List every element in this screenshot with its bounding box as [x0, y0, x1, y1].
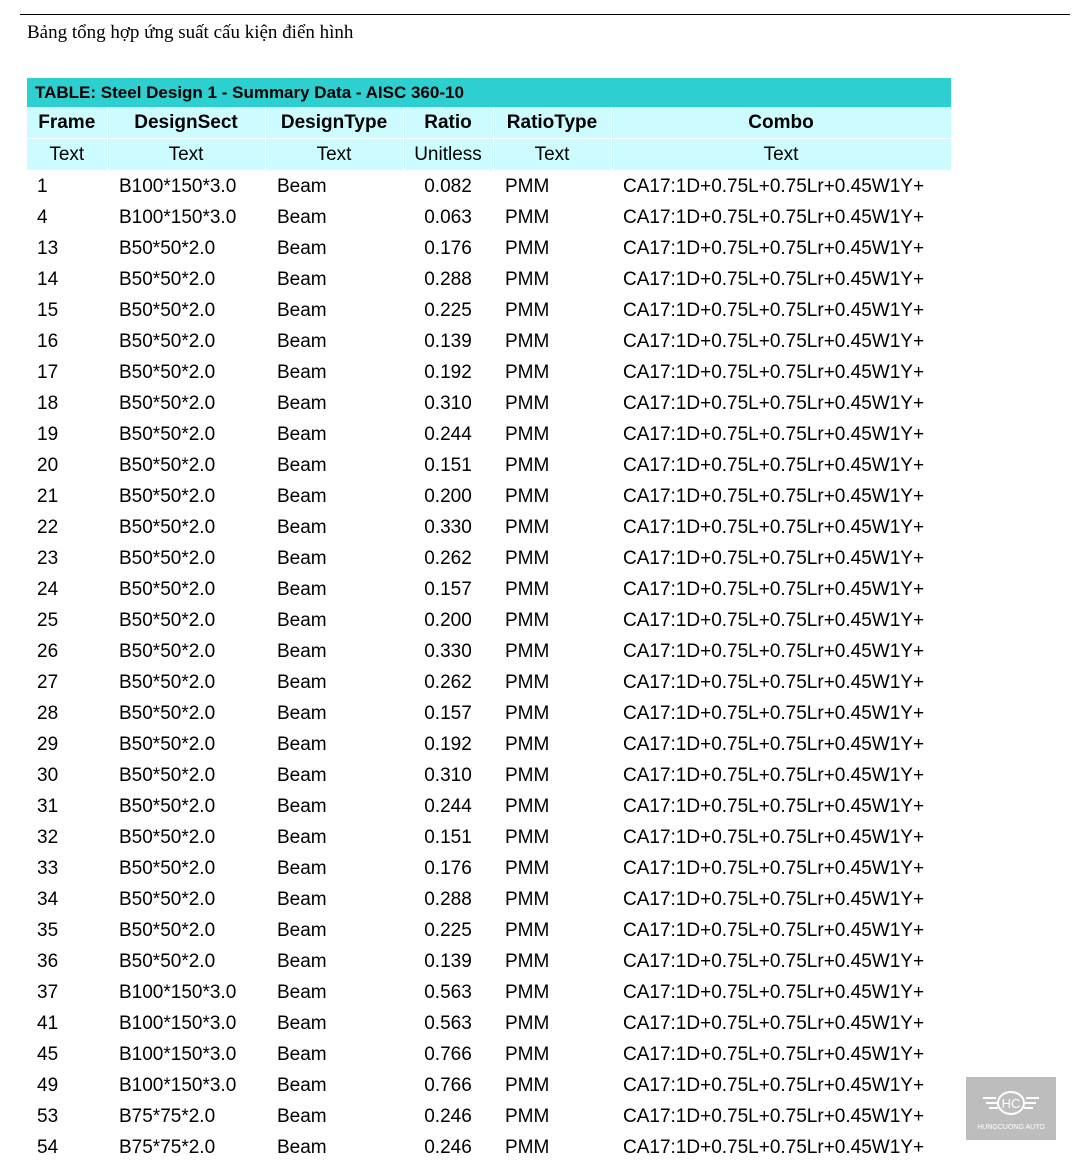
cell-frame: 36 [37, 950, 59, 972]
cell-ratio: 0.200 [424, 485, 472, 507]
cell-ratiotype: PMM [505, 423, 550, 445]
cell-combo: CA17:1D+0.75L+0.75Lr+0.45W1Y+ [623, 361, 925, 383]
cell-frame: 34 [37, 888, 59, 910]
cell-frame: 17 [37, 361, 59, 383]
unit-combo: Text [611, 139, 951, 171]
table-row [27, 264, 951, 295]
cell-designsect: B50*50*2.0 [119, 392, 216, 414]
cell-ratio: 0.157 [424, 578, 472, 600]
cell-designtype: Beam [277, 175, 327, 197]
document-caption: Bảng tổng hợp ứng suất cấu kiện điển hình [27, 22, 354, 43]
cell-combo: CA17:1D+0.75L+0.75Lr+0.45W1Y+ [623, 702, 925, 724]
cell-ratio: 0.225 [424, 299, 472, 321]
cell-combo: CA17:1D+0.75L+0.75Lr+0.45W1Y+ [623, 578, 925, 600]
unit-frame: Text [27, 139, 107, 171]
cell-combo: CA17:1D+0.75L+0.75Lr+0.45W1Y+ [623, 1012, 925, 1034]
cell-designtype: Beam [277, 516, 327, 538]
cell-designtype: Beam [277, 268, 327, 290]
cell-ratiotype: PMM [505, 733, 550, 755]
cell-combo: CA17:1D+0.75L+0.75Lr+0.45W1Y+ [623, 175, 925, 197]
cell-frame: 16 [37, 330, 59, 352]
table-row [27, 171, 951, 203]
cell-ratio: 0.151 [424, 454, 472, 476]
cell-designsect: B50*50*2.0 [119, 423, 216, 445]
cell-designsect: B50*50*2.0 [119, 454, 216, 476]
cell-ratio: 0.563 [424, 1012, 472, 1034]
cell-frame: 45 [37, 1043, 59, 1065]
cell-combo: CA17:1D+0.75L+0.75Lr+0.45W1Y+ [623, 330, 925, 352]
cell-combo: CA17:1D+0.75L+0.75Lr+0.45W1Y+ [623, 1074, 925, 1096]
table-row [27, 667, 951, 698]
header-row [27, 107, 951, 139]
cell-frame: 54 [37, 1136, 59, 1158]
cell-designsect: B100*150*3.0 [119, 175, 237, 197]
cell-ratio: 0.192 [424, 361, 472, 383]
cell-ratiotype: PMM [505, 299, 550, 321]
cell-frame: 31 [37, 795, 59, 817]
cell-designsect: B50*50*2.0 [119, 609, 216, 631]
cell-designsect: B75*75*2.0 [119, 1136, 216, 1158]
cell-frame: 32 [37, 826, 59, 848]
table-row [27, 1008, 951, 1039]
cell-designtype: Beam [277, 392, 327, 414]
table-row [27, 388, 951, 419]
table-row [27, 822, 951, 853]
cell-frame: 20 [37, 454, 59, 476]
cell-ratio: 0.288 [424, 268, 472, 290]
cell-designtype: Beam [277, 795, 327, 817]
cell-frame: 53 [37, 1105, 59, 1127]
cell-ratio: 0.244 [424, 795, 472, 817]
cell-ratiotype: PMM [505, 702, 550, 724]
table-row [27, 636, 951, 667]
cell-designtype: Beam [277, 547, 327, 569]
cell-designtype: Beam [277, 454, 327, 476]
cell-frame: 23 [37, 547, 59, 569]
cell-ratiotype: PMM [505, 237, 550, 259]
logo-initials: HC [1001, 1096, 1021, 1111]
cell-ratio: 0.139 [424, 950, 472, 972]
cell-combo: CA17:1D+0.75L+0.75Lr+0.45W1Y+ [623, 950, 925, 972]
cell-designsect: B50*50*2.0 [119, 950, 216, 972]
cell-designsect: B50*50*2.0 [119, 764, 216, 786]
cell-ratiotype: PMM [505, 857, 550, 879]
cell-ratio: 0.766 [424, 1043, 472, 1065]
cell-ratiotype: PMM [505, 1074, 550, 1096]
table-row [27, 357, 951, 388]
unit-designtype: Text [265, 139, 403, 171]
cell-designsect: B50*50*2.0 [119, 795, 216, 817]
cell-designtype: Beam [277, 1012, 327, 1034]
cell-ratiotype: PMM [505, 206, 550, 228]
cell-ratiotype: PMM [505, 1105, 550, 1127]
cell-combo: CA17:1D+0.75L+0.75Lr+0.45W1Y+ [623, 733, 925, 755]
cell-designsect: B100*150*3.0 [119, 206, 237, 228]
cell-designsect: B50*50*2.0 [119, 857, 216, 879]
table-row [27, 450, 951, 481]
cell-frame: 27 [37, 671, 59, 693]
table-row [27, 326, 951, 357]
cell-ratiotype: PMM [505, 578, 550, 600]
table-row [27, 543, 951, 574]
cell-designtype: Beam [277, 485, 327, 507]
cell-ratiotype: PMM [505, 454, 550, 476]
cell-designsect: B75*75*2.0 [119, 1105, 216, 1127]
cell-designsect: B50*50*2.0 [119, 330, 216, 352]
cell-ratio: 0.246 [424, 1136, 472, 1158]
units-row [27, 139, 951, 171]
unit-ratio: Unitless [403, 139, 493, 171]
cell-frame: 14 [37, 268, 59, 290]
cell-frame: 18 [37, 392, 59, 414]
cell-designtype: Beam [277, 826, 327, 848]
top-rule [20, 14, 1070, 15]
cell-combo: CA17:1D+0.75L+0.75Lr+0.45W1Y+ [623, 547, 925, 569]
cell-frame: 4 [37, 206, 48, 228]
cell-designsect: B50*50*2.0 [119, 733, 216, 755]
unit-ratiotype: Text [493, 139, 611, 171]
table-row [27, 760, 951, 791]
cell-ratiotype: PMM [505, 640, 550, 662]
cell-designtype: Beam [277, 237, 327, 259]
cell-designtype: Beam [277, 764, 327, 786]
cell-ratio: 0.244 [424, 423, 472, 445]
cell-designsect: B50*50*2.0 [119, 268, 216, 290]
cell-designtype: Beam [277, 299, 327, 321]
cell-designsect: B100*150*3.0 [119, 1012, 237, 1034]
cell-ratio: 0.246 [424, 1105, 472, 1127]
cell-designsect: B100*150*3.0 [119, 981, 237, 1003]
cell-ratiotype: PMM [505, 981, 550, 1003]
cell-combo: CA17:1D+0.75L+0.75Lr+0.45W1Y+ [623, 392, 925, 414]
cell-designsect: B50*50*2.0 [119, 826, 216, 848]
cell-frame: 22 [37, 516, 59, 538]
cell-ratiotype: PMM [505, 330, 550, 352]
table-row [27, 1070, 951, 1101]
cell-designsect: B50*50*2.0 [119, 671, 216, 693]
table-row [27, 202, 951, 233]
cell-ratiotype: PMM [505, 485, 550, 507]
cell-combo: CA17:1D+0.75L+0.75Lr+0.45W1Y+ [623, 237, 925, 259]
cell-ratio: 0.310 [424, 764, 472, 786]
cell-designtype: Beam [277, 1074, 327, 1096]
cell-designsect: B50*50*2.0 [119, 547, 216, 569]
logo-brand: HUNGCUONG AUTO [977, 1124, 1045, 1131]
cell-combo: CA17:1D+0.75L+0.75Lr+0.45W1Y+ [623, 1043, 925, 1065]
table-row [27, 1132, 951, 1163]
cell-designtype: Beam [277, 1043, 327, 1065]
table-row [27, 729, 951, 760]
cell-ratiotype: PMM [505, 175, 550, 197]
cell-designsect: B50*50*2.0 [119, 702, 216, 724]
cell-designtype: Beam [277, 206, 327, 228]
cell-frame: 37 [37, 981, 59, 1003]
cell-combo: CA17:1D+0.75L+0.75Lr+0.45W1Y+ [623, 671, 925, 693]
cell-frame: 28 [37, 702, 59, 724]
cell-combo: CA17:1D+0.75L+0.75Lr+0.45W1Y+ [623, 919, 925, 941]
cell-designtype: Beam [277, 981, 327, 1003]
col-header-frame: Frame [27, 107, 107, 139]
cell-ratiotype: PMM [505, 764, 550, 786]
cell-ratio: 0.330 [424, 640, 472, 662]
cell-combo: CA17:1D+0.75L+0.75Lr+0.45W1Y+ [623, 609, 925, 631]
cell-frame: 30 [37, 764, 59, 786]
cell-ratiotype: PMM [505, 671, 550, 693]
table-title: TABLE: Steel Design 1 - Summary Data - AISC 360-10 [27, 78, 951, 107]
cell-designtype: Beam [277, 671, 327, 693]
cell-designsect: B50*50*2.0 [119, 485, 216, 507]
hc-logo-icon [966, 1077, 1056, 1140]
cell-frame: 25 [37, 609, 59, 631]
col-header-designsect: DesignSect [107, 107, 265, 139]
cell-frame: 21 [37, 485, 59, 507]
cell-ratiotype: PMM [505, 1043, 550, 1065]
table-row [27, 853, 951, 884]
cell-frame: 29 [37, 733, 59, 755]
cell-frame: 15 [37, 299, 59, 321]
cell-ratiotype: PMM [505, 888, 550, 910]
cell-frame: 49 [37, 1074, 59, 1096]
cell-ratiotype: PMM [505, 1012, 550, 1034]
cell-frame: 13 [37, 237, 59, 259]
cell-combo: CA17:1D+0.75L+0.75Lr+0.45W1Y+ [623, 454, 925, 476]
cell-designtype: Beam [277, 950, 327, 972]
cell-designtype: Beam [277, 609, 327, 631]
cell-ratiotype: PMM [505, 361, 550, 383]
cell-designtype: Beam [277, 888, 327, 910]
cell-designtype: Beam [277, 919, 327, 941]
table-row [27, 574, 951, 605]
table-row [27, 698, 951, 729]
cell-designtype: Beam [277, 578, 327, 600]
cell-ratio: 0.225 [424, 919, 472, 941]
cell-combo: CA17:1D+0.75L+0.75Lr+0.45W1Y+ [623, 981, 925, 1003]
cell-designtype: Beam [277, 1105, 327, 1127]
cell-combo: CA17:1D+0.75L+0.75Lr+0.45W1Y+ [623, 1105, 925, 1127]
cell-ratio: 0.310 [424, 392, 472, 414]
cell-ratiotype: PMM [505, 950, 550, 972]
table-row [27, 946, 951, 977]
cell-combo: CA17:1D+0.75L+0.75Lr+0.45W1Y+ [623, 206, 925, 228]
cell-frame: 19 [37, 423, 59, 445]
watermark-logo [966, 1077, 1056, 1140]
table-row [27, 1039, 951, 1070]
cell-frame: 24 [37, 578, 59, 600]
cell-designtype: Beam [277, 330, 327, 352]
cell-ratiotype: PMM [505, 919, 550, 941]
table-row [27, 605, 951, 636]
cell-ratio: 0.766 [424, 1074, 472, 1096]
cell-combo: CA17:1D+0.75L+0.75Lr+0.45W1Y+ [623, 516, 925, 538]
cell-ratio: 0.563 [424, 981, 472, 1003]
col-header-ratiotype: RatioType [493, 107, 611, 139]
cell-designsect: B50*50*2.0 [119, 361, 216, 383]
cell-ratio: 0.139 [424, 330, 472, 352]
cell-ratio: 0.330 [424, 516, 472, 538]
cell-frame: 1 [37, 175, 48, 197]
cell-ratiotype: PMM [505, 547, 550, 569]
table-row [27, 481, 951, 512]
cell-designsect: B100*150*3.0 [119, 1043, 237, 1065]
cell-frame: 41 [37, 1012, 59, 1034]
cell-ratio: 0.262 [424, 547, 472, 569]
cell-designsect: B50*50*2.0 [119, 299, 216, 321]
cell-frame: 33 [37, 857, 59, 879]
table-row [27, 419, 951, 450]
table-row [27, 233, 951, 264]
cell-combo: CA17:1D+0.75L+0.75Lr+0.45W1Y+ [623, 640, 925, 662]
cell-combo: CA17:1D+0.75L+0.75Lr+0.45W1Y+ [623, 888, 925, 910]
cell-combo: CA17:1D+0.75L+0.75Lr+0.45W1Y+ [623, 268, 925, 290]
cell-designtype: Beam [277, 361, 327, 383]
cell-ratio: 0.262 [424, 671, 472, 693]
cell-ratio: 0.082 [424, 175, 472, 197]
cell-ratiotype: PMM [505, 392, 550, 414]
cell-designsect: B100*150*3.0 [119, 1074, 237, 1096]
cell-ratio: 0.151 [424, 826, 472, 848]
cell-designsect: B50*50*2.0 [119, 578, 216, 600]
cell-ratio: 0.200 [424, 609, 472, 631]
unit-designsect: Text [107, 139, 265, 171]
cell-combo: CA17:1D+0.75L+0.75Lr+0.45W1Y+ [623, 1136, 925, 1158]
table-row [27, 1101, 951, 1132]
cell-combo: CA17:1D+0.75L+0.75Lr+0.45W1Y+ [623, 795, 925, 817]
cell-combo: CA17:1D+0.75L+0.75Lr+0.45W1Y+ [623, 764, 925, 786]
table-row [27, 915, 951, 946]
cell-designsect: B50*50*2.0 [119, 888, 216, 910]
col-header-designtype: DesignType [265, 107, 403, 139]
table-row [27, 512, 951, 543]
table-body [27, 171, 951, 1164]
cell-designsect: B50*50*2.0 [119, 640, 216, 662]
table-row [27, 977, 951, 1008]
cell-ratio: 0.157 [424, 702, 472, 724]
cell-ratiotype: PMM [505, 268, 550, 290]
cell-frame: 35 [37, 919, 59, 941]
cell-designtype: Beam [277, 733, 327, 755]
steel-design-table [27, 78, 952, 1163]
cell-designsect: B50*50*2.0 [119, 516, 216, 538]
cell-ratiotype: PMM [505, 516, 550, 538]
table-title-row [27, 78, 951, 107]
cell-combo: CA17:1D+0.75L+0.75Lr+0.45W1Y+ [623, 485, 925, 507]
table-row [27, 295, 951, 326]
cell-ratio: 0.192 [424, 733, 472, 755]
cell-ratio: 0.176 [424, 237, 472, 259]
table-row [27, 884, 951, 915]
col-header-ratio: Ratio [403, 107, 493, 139]
cell-designsect: B50*50*2.0 [119, 237, 216, 259]
cell-designtype: Beam [277, 640, 327, 662]
cell-ratio: 0.176 [424, 857, 472, 879]
cell-combo: CA17:1D+0.75L+0.75Lr+0.45W1Y+ [623, 299, 925, 321]
cell-ratiotype: PMM [505, 1136, 550, 1158]
cell-designtype: Beam [277, 857, 327, 879]
cell-ratiotype: PMM [505, 795, 550, 817]
cell-frame: 26 [37, 640, 59, 662]
cell-designtype: Beam [277, 702, 327, 724]
cell-designsect: B50*50*2.0 [119, 919, 216, 941]
cell-ratio: 0.063 [424, 206, 472, 228]
cell-combo: CA17:1D+0.75L+0.75Lr+0.45W1Y+ [623, 857, 925, 879]
cell-combo: CA17:1D+0.75L+0.75Lr+0.45W1Y+ [623, 826, 925, 848]
cell-combo: CA17:1D+0.75L+0.75Lr+0.45W1Y+ [623, 423, 925, 445]
cell-designtype: Beam [277, 1136, 327, 1158]
cell-ratiotype: PMM [505, 826, 550, 848]
table-row [27, 791, 951, 822]
cell-ratiotype: PMM [505, 609, 550, 631]
cell-designtype: Beam [277, 423, 327, 445]
cell-ratio: 0.288 [424, 888, 472, 910]
col-header-combo: Combo [611, 107, 951, 139]
